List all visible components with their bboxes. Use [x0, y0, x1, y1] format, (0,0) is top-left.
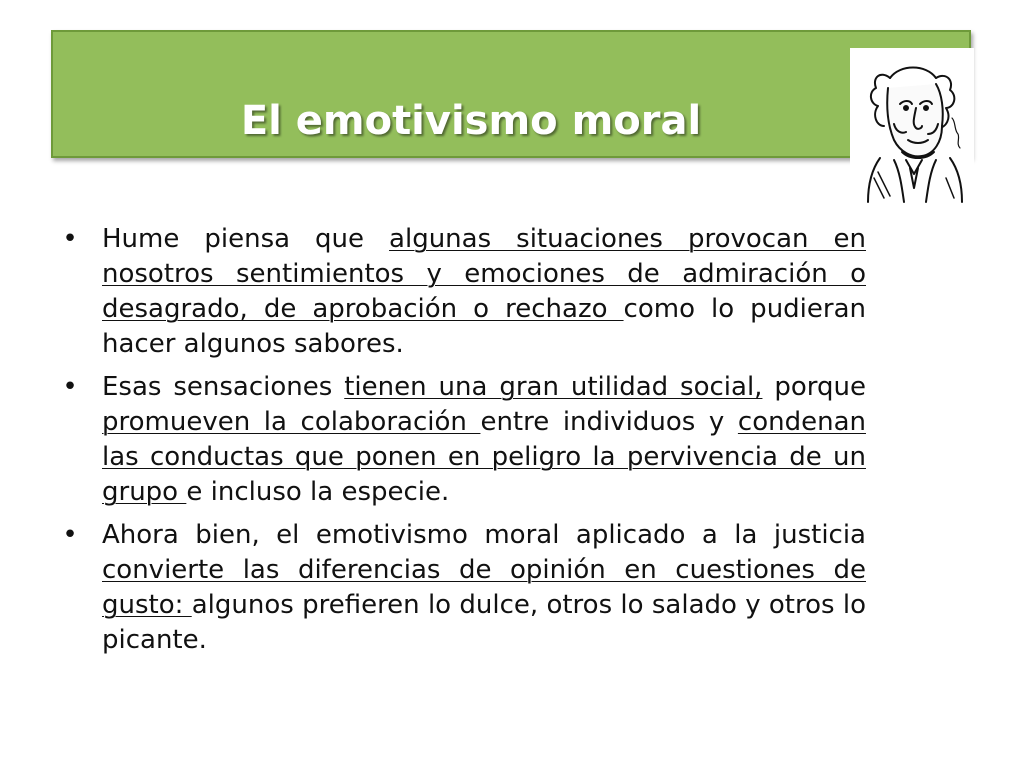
underlined-segment: convierte las diferencias de opinión en cuestiones de gusto: [102, 555, 866, 620]
underlined-segment: algunas situaciones provocan en nosotros sentimientos y emociones de admiración o desagrado, de aprobación o rechazo [102, 224, 866, 324]
bullet-dot: • [62, 224, 78, 254]
bullet-item [60, 222, 866, 362]
text-segment: Ahora bien, el emotivismo moral aplicado a la justicia [102, 520, 866, 550]
bullet-text [102, 520, 866, 655]
bullet-dot: • [62, 372, 78, 402]
text-segment: como lo pudieran hacer algunos sabores. [102, 294, 866, 359]
slide-title: El emotivismo moral [240, 98, 702, 144]
bullet-dot: • [62, 520, 78, 550]
text-segment: algunos prefieren lo dulce, otros lo salado y otros lo picante. [102, 590, 867, 655]
bullet-item [60, 370, 866, 510]
underlined-segment: condenan las conductas que ponen en peligro la pervivencia de un grupo [102, 407, 866, 507]
bullet-text [102, 372, 866, 507]
text-segment: Esas sensaciones [102, 372, 345, 402]
underlined-segment: promueven la colaboración [102, 407, 481, 437]
bullet-item [60, 518, 866, 658]
text-segment: entre individuos y [480, 407, 738, 437]
hume-caricature-image [850, 48, 974, 204]
bullet-text [102, 224, 866, 359]
text-segment: e incluso la especie. [186, 477, 450, 507]
text-segment: Hume piensa que [102, 224, 390, 254]
text-segment: porque [762, 372, 866, 402]
bullet-list [60, 222, 866, 666]
underlined-segment: tienen una gran utilidad social, [344, 372, 763, 402]
